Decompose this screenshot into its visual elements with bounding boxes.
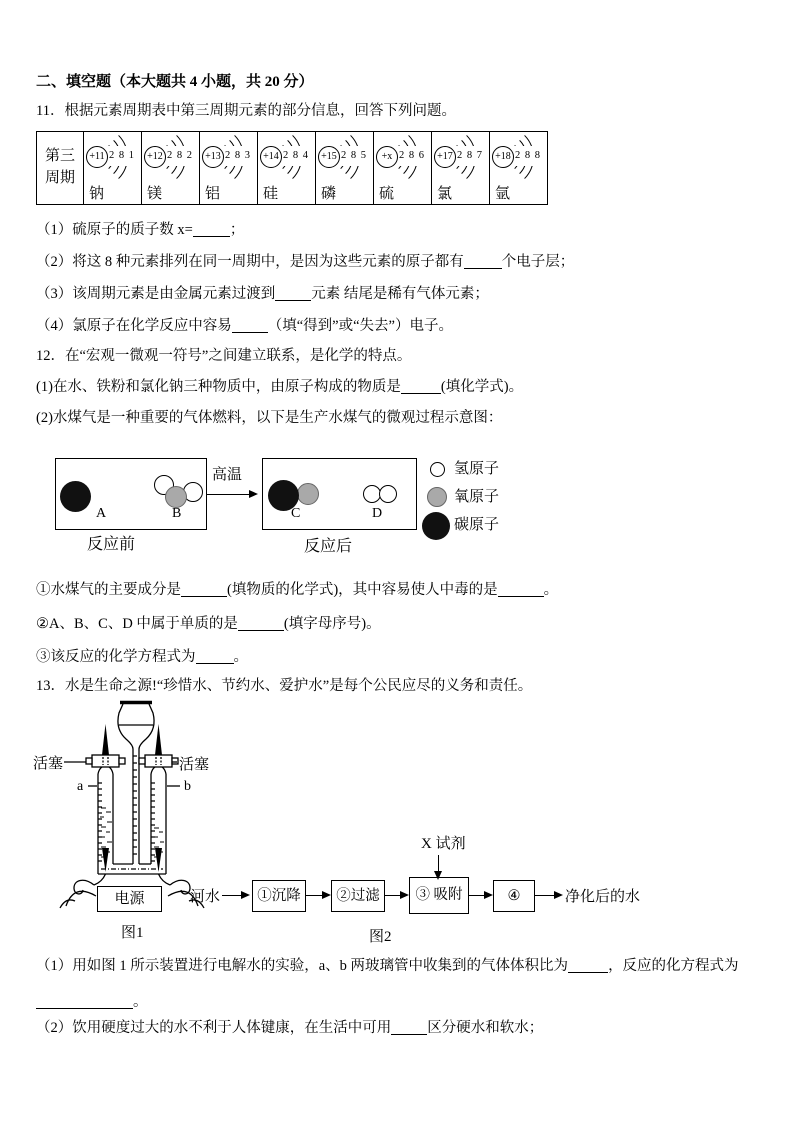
q13-p2-text: （2）饮用硬度过大的水不利于人体键康，在生活中可用: [36, 1020, 392, 1036]
q13-p1-line1: [36, 956, 739, 976]
element-cell-p: [316, 132, 373, 204]
fig1-caption: 图1: [121, 925, 144, 941]
q11-sub2: [36, 252, 574, 272]
nucleus-charge: +14: [260, 146, 282, 168]
connector-tube: [98, 864, 166, 874]
legend-oxygen-icon: [427, 487, 447, 507]
flow-arrow: [222, 895, 248, 896]
answer-blank: [238, 616, 284, 631]
q11-sub3: [36, 284, 489, 304]
periodic-table-row3: [36, 131, 548, 205]
legend-carbon-label: 碳原子: [454, 517, 500, 533]
answer-blank: [401, 379, 441, 394]
q13-p2: [36, 1018, 543, 1038]
fig2-caption: 图2: [369, 929, 392, 945]
step-adsorption-box: ③ 吸附: [409, 877, 469, 914]
q11-sub1-tail: ；: [229, 222, 245, 238]
element-cell-si: [258, 132, 315, 204]
period-row-label: 第三周期: [44, 148, 75, 186]
q12-s1-tail: 。: [543, 582, 559, 598]
before-reaction-caption: 反应前: [87, 536, 136, 553]
electron-config: 2 8 5: [340, 146, 368, 166]
tube-a-label: a: [77, 779, 84, 794]
q12-s2: [36, 614, 381, 634]
electron-config: 2 8 4: [282, 146, 310, 166]
nucleus-charge: +x: [376, 146, 398, 168]
q11-sub4-text: （4）氯原子在化学反应中容易: [36, 318, 232, 334]
oxygen-atom-circle: [165, 486, 187, 508]
answer-blank: [568, 958, 608, 973]
q11-stem: 11．根据元素周期表中第三周期元素的部分信息，回答下列问题。: [36, 103, 456, 119]
hydrogen-atom-circle: [379, 485, 397, 503]
q13-p2-tail: 区分硬水和软水；: [427, 1020, 544, 1036]
answer-blank: [498, 582, 544, 597]
q11-sub3-tail: 元素 结尾是稀有气体元素；: [311, 286, 489, 302]
element-name: 铝: [205, 186, 221, 202]
q12-p2: (2)水煤气是一种重要的气体燃料，以下是生产水煤气的微观过程示意图：: [36, 410, 503, 426]
step-filtration-box: ②过滤: [331, 880, 385, 912]
separating-funnel: [118, 703, 154, 750]
molecule-label-C: C: [291, 506, 301, 521]
q11-sub1: [36, 220, 244, 240]
molecule-label-A: A: [96, 506, 107, 521]
section-header: 二、填空题（本大题共 4 小题，共 20 分）: [36, 74, 314, 90]
q11-sub2-tail: 个电子层；: [501, 254, 575, 270]
tube-b-label: b: [184, 779, 191, 794]
electrode-needle-a: [102, 724, 109, 755]
legend-hydrogen-label: 氢原子: [454, 461, 500, 477]
q12-p1-text: (1)在水、铁粉和氯化钠三种物质中，由原子构成的物质是: [36, 379, 401, 395]
q12-s2-text: ②A、B、C、D 中属于单质的是: [36, 616, 238, 632]
answer-blank: [193, 222, 230, 237]
q11-sub4: [36, 316, 453, 336]
glass-tube-b: [139, 724, 178, 874]
after-reaction-caption: 反应后: [304, 538, 353, 555]
stopcock-a: [92, 755, 119, 767]
electron-config: 2 8 3: [224, 146, 252, 166]
element-cell-s: [374, 132, 431, 204]
q12-s1-mid: (填物质的化学式)，其中容易使人中毒的是: [227, 582, 498, 598]
period-row-label-cell: [37, 132, 84, 205]
legend-hydrogen-icon: [430, 462, 445, 477]
legend-carbon-icon: [422, 512, 450, 540]
answer-blank: [391, 1020, 427, 1035]
piston-right-label: 活塞: [179, 757, 210, 773]
q12-stem: 12．在“宏观一微观一符号”之间建立联系，是化学的特点。: [36, 348, 412, 364]
reagent-x-label: X 试剂: [421, 836, 466, 852]
element-cell-mg: [142, 132, 199, 204]
molecule-label-D: D: [372, 506, 383, 521]
glass-tube-a: [86, 724, 125, 874]
power-supply-box: 电源: [97, 886, 162, 912]
flow-arrow: [469, 895, 491, 896]
q12-p1-tail: (填化学式)。: [440, 379, 524, 395]
flow-arrow: [535, 895, 561, 896]
piston-left-label: 活塞: [33, 756, 64, 772]
element-name: 镁: [147, 186, 163, 202]
reaction-condition: 高温: [212, 467, 243, 483]
q13-p1-line2: [36, 992, 148, 1012]
element-name: 磷: [321, 186, 337, 202]
molecule-label-B: B: [172, 506, 182, 521]
nucleus-charge: +11: [86, 146, 108, 168]
element-cell-al: [200, 132, 257, 204]
q11-sub1-text: （1）硫原子的质子数 x=: [36, 222, 193, 238]
oxygen-atom-circle: [297, 483, 319, 505]
q12-s2-tail: (填字母序号)。: [283, 616, 381, 632]
q11-sub3-text: （3）该周期元素是由金属元素过渡到: [36, 286, 276, 302]
q12-s3: [36, 647, 248, 667]
electron-config: 2 8 1: [108, 146, 136, 166]
q12-s3-tail: 。: [233, 649, 248, 665]
river-water-label: 河水: [190, 889, 221, 905]
q13-p1-mid: ，反应的化方程式为: [608, 958, 739, 974]
element-cell-cl: [432, 132, 489, 204]
element-name: 氩: [495, 186, 511, 202]
q12-s1: [36, 580, 558, 600]
flow-arrow: [306, 895, 329, 896]
middle-tube: [133, 749, 139, 864]
step-sedimentation-box: ①沉降: [252, 880, 306, 912]
answer-blank: [181, 582, 227, 597]
q12-p1: [36, 377, 523, 397]
answer-blank: [464, 254, 502, 269]
nucleus-charge: +15: [318, 146, 340, 168]
flow-arrow: [385, 895, 407, 896]
nucleus-charge: +17: [434, 146, 456, 168]
nucleus-charge: +18: [492, 146, 514, 168]
q13-p1-tail: 。: [133, 994, 148, 1010]
q12-s3-text: ③该反应的化学方程式为: [36, 649, 196, 665]
electron-config: 2 8 6: [398, 146, 426, 166]
q11-sub4-tail: （填“得到”或“失去”）电子。: [267, 318, 453, 334]
stopcock-b: [145, 755, 172, 767]
electron-config: 2 8 7: [456, 146, 484, 166]
element-name: 钠: [89, 186, 105, 202]
nucleus-charge: +13: [202, 146, 224, 168]
legend-oxygen-label: 氧原子: [454, 489, 500, 505]
element-name: 硫: [379, 186, 395, 202]
purified-water-label: 净化后的水: [565, 889, 641, 905]
reaction-arrow: [206, 494, 256, 495]
q13-stem: 13．水是生命之源!“珍惜水、节约水、爱护水”是每个公民应尽的义务和责任。: [36, 678, 533, 694]
element-name: 氯: [437, 186, 453, 202]
step-four-box: ④: [493, 880, 535, 912]
nucleus-charge: +12: [144, 146, 166, 168]
element-cell-na: [84, 132, 141, 204]
answer-blank: [196, 649, 234, 664]
water-gas-reaction-diagram: [40, 450, 585, 562]
carbon-atom-circle-A: [60, 481, 91, 512]
answer-blank: [275, 286, 311, 301]
element-cell-ar: [490, 132, 547, 204]
electron-config: 2 8 2: [166, 146, 194, 166]
q11-sub2-text: （2）将这 8 种元素排列在同一周期中，是因为这些元素的原子都有: [36, 254, 464, 270]
element-name: 硅: [263, 186, 279, 202]
reagent-down-arrow: [438, 855, 439, 872]
answer-blank: [36, 994, 133, 1009]
answer-blank: [232, 318, 268, 333]
q12-s1-text: ①水煤气的主要成分是: [36, 582, 181, 598]
electrode-needle-b: [155, 724, 162, 755]
q13-p1-text: （1）用如图 1 所示装置进行电解水的实验，a、b 两玻璃管中收集到的气体体积比为: [36, 958, 569, 974]
electron-config: 2 8 8: [514, 146, 542, 166]
